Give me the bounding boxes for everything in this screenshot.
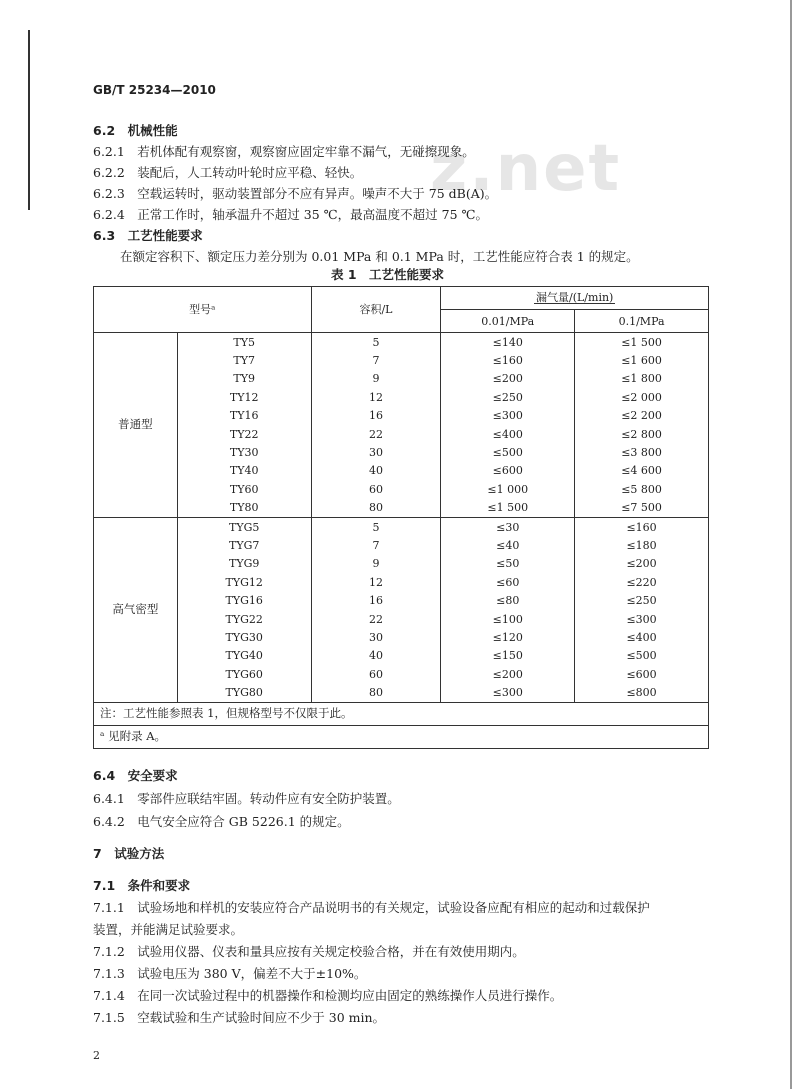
- cell-leak-low: ≤400: [441, 425, 575, 443]
- table-note: 注：工艺性能参照表 1，但规格型号不仅限于此。: [94, 702, 709, 725]
- clause-7-1-1-line2: 装置，并能满足试验要求。: [93, 922, 244, 937]
- cell-leak-low: ≤200: [441, 665, 575, 683]
- table-row: [94, 665, 709, 683]
- table-row: [94, 536, 709, 554]
- cell-leak-high: ≤1 600: [575, 351, 709, 369]
- table-row: [94, 462, 709, 480]
- watermark: z.net: [430, 132, 622, 206]
- cell-volume: 5: [311, 333, 441, 352]
- table-row: [94, 555, 709, 573]
- cell-model: TYG9: [177, 555, 311, 573]
- cell-model: TYG16: [177, 591, 311, 609]
- cell-volume: 9: [311, 555, 441, 573]
- table-row: [94, 683, 709, 702]
- cell-leak-low: ≤60: [441, 573, 575, 591]
- cell-leak-high: ≤600: [575, 665, 709, 683]
- cell-volume: 12: [311, 573, 441, 591]
- header-model: 型号ᵃ: [94, 287, 312, 333]
- cell-leak-high: ≤3 800: [575, 443, 709, 461]
- cell-leak-low: ≤30: [441, 517, 575, 536]
- cell-volume: 7: [311, 536, 441, 554]
- cell-leak-low: ≤150: [441, 647, 575, 665]
- table-row: [94, 573, 709, 591]
- cell-volume: 22: [311, 610, 441, 628]
- clause-7-1-5: 7.1.5 空载试验和生产试验时间应不少于 30 min。: [93, 1010, 386, 1025]
- cell-volume: 80: [311, 499, 441, 518]
- cell-model: TYG80: [177, 683, 311, 702]
- table-row: [94, 351, 709, 369]
- cell-leak-high: ≤2 800: [575, 425, 709, 443]
- clause-6-2-1: 6.2.1 若机体配有观察窗，观察窗应固定牢靠不漏气，无碰擦现象。: [93, 144, 475, 159]
- clause-7-1-2: 7.1.2 试验用仪器、仪表和量具应按有关规定校验合格，并在有效使用期内。: [93, 944, 525, 959]
- cell-leak-low: ≤50: [441, 555, 575, 573]
- clause-7-1-1-line1: 7.1.1 试验场地和样机的安装应符合产品说明书的有关规定，试验设备应配有相应的起动和过载保护: [93, 900, 650, 915]
- cell-leak-low: ≤100: [441, 610, 575, 628]
- cell-leak-high: ≤2 000: [575, 388, 709, 406]
- cell-leak-low: ≤1 000: [441, 480, 575, 498]
- cell-model: TY80: [177, 499, 311, 518]
- cell-model: TY60: [177, 480, 311, 498]
- group-name: 高气密型: [94, 517, 178, 702]
- header-pressure-1: 0.01/MPa: [441, 310, 575, 333]
- cell-leak-high: ≤2 200: [575, 407, 709, 425]
- cell-model: TYG22: [177, 610, 311, 628]
- clause-7-1-4: 7.1.4 在同一次试验过程中的机器操作和检测均应由固定的熟练操作人员进行操作。: [93, 988, 563, 1003]
- cell-leak-low: ≤250: [441, 388, 575, 406]
- cell-leak-low: ≤1 500: [441, 499, 575, 518]
- scan-edge-line: [28, 30, 30, 210]
- table-row: [94, 517, 709, 536]
- clause-6-4-2: 6.4.2 电气安全应符合 GB 5226.1 的规定。: [93, 814, 350, 829]
- cell-volume: 80: [311, 683, 441, 702]
- table-row: [94, 388, 709, 406]
- section-6-3-text: 在额定容积下、额定压力差分别为 0.01 MPa 和 0.1 MPa 时，工艺性能应符合表 1 的规定。: [120, 249, 639, 264]
- cell-volume: 22: [311, 425, 441, 443]
- cell-volume: 5: [311, 517, 441, 536]
- cell-leak-high: ≤400: [575, 628, 709, 646]
- section-6-3-title: 6.3 工艺性能要求: [93, 228, 203, 243]
- table-footnote: ᵃ 见附录 A。: [94, 725, 709, 748]
- cell-volume: 30: [311, 443, 441, 461]
- section-7-1-title: 7.1 条件和要求: [93, 878, 191, 893]
- cell-model: TY5: [177, 333, 311, 352]
- table-row: [94, 425, 709, 443]
- cell-leak-high: ≤5 800: [575, 480, 709, 498]
- clause-6-4-1: 6.4.1 零部件应联结牢固。转动件应有安全防护装置。: [93, 791, 400, 806]
- cell-volume: 9: [311, 370, 441, 388]
- cell-leak-high: ≤180: [575, 536, 709, 554]
- scan-edge-line-right: [790, 0, 792, 1089]
- group-ordinary: [94, 333, 709, 518]
- cell-leak-low: ≤40: [441, 536, 575, 554]
- clause-6-2-4: 6.2.4 正常工作时，轴承温升不超过 35 ℃，最高温度不超过 75 ℃。: [93, 207, 488, 222]
- table-row: [94, 480, 709, 498]
- performance-table: [93, 286, 709, 749]
- cell-leak-high: ≤7 500: [575, 499, 709, 518]
- table-row: [94, 443, 709, 461]
- cell-volume: 16: [311, 591, 441, 609]
- clause-6-2-2: 6.2.2 装配后，人工转动叶轮时应平稳、轻快。: [93, 165, 363, 180]
- cell-model: TYG30: [177, 628, 311, 646]
- cell-model: TYG7: [177, 536, 311, 554]
- cell-leak-high: ≤160: [575, 517, 709, 536]
- header-volume: 容积/L: [311, 287, 441, 333]
- cell-leak-low: ≤160: [441, 351, 575, 369]
- cell-volume: 16: [311, 407, 441, 425]
- cell-model: TY40: [177, 462, 311, 480]
- table-row: [94, 591, 709, 609]
- section-6-2-title: 6.2 机械性能: [93, 123, 178, 138]
- page-number: 2: [93, 1049, 100, 1062]
- cell-leak-high: ≤800: [575, 683, 709, 702]
- cell-leak-high: ≤200: [575, 555, 709, 573]
- cell-leak-low: ≤200: [441, 370, 575, 388]
- table-caption: 表 1 工艺性能要求: [331, 267, 445, 282]
- cell-leak-low: ≤300: [441, 407, 575, 425]
- cell-model: TYG40: [177, 647, 311, 665]
- cell-leak-low: ≤600: [441, 462, 575, 480]
- cell-model: TYG12: [177, 573, 311, 591]
- cell-leak-high: ≤250: [575, 591, 709, 609]
- clause-7-1-3: 7.1.3 试验电压为 380 V，偏差不大于±10%。: [93, 966, 367, 981]
- table-row: [94, 407, 709, 425]
- cell-volume: 60: [311, 665, 441, 683]
- cell-leak-low: ≤120: [441, 628, 575, 646]
- cell-model: TY22: [177, 425, 311, 443]
- cell-model: TYG5: [177, 517, 311, 536]
- cell-volume: 40: [311, 462, 441, 480]
- cell-leak-high: ≤220: [575, 573, 709, 591]
- cell-leak-high: ≤500: [575, 647, 709, 665]
- header-leakage-label: 漏气量/(L/min): [536, 291, 614, 304]
- group-high-seal: [94, 517, 709, 702]
- table-row: [94, 647, 709, 665]
- cell-model: TY16: [177, 407, 311, 425]
- table-row: [94, 499, 709, 518]
- cell-leak-low: ≤300: [441, 683, 575, 702]
- section-7-title: 7 试验方法: [93, 846, 165, 861]
- table-row: [94, 610, 709, 628]
- cell-leak-high: ≤1 500: [575, 333, 709, 352]
- cell-volume: 7: [311, 351, 441, 369]
- cell-leak-low: ≤140: [441, 333, 575, 352]
- cell-volume: 12: [311, 388, 441, 406]
- cell-model: TY7: [177, 351, 311, 369]
- header-leakage: [441, 287, 709, 310]
- group-name: 普通型: [94, 333, 178, 518]
- section-6-4-title: 6.4 安全要求: [93, 768, 178, 783]
- cell-volume: 40: [311, 647, 441, 665]
- cell-leak-low: ≤80: [441, 591, 575, 609]
- cell-leak-high: ≤1 800: [575, 370, 709, 388]
- cell-volume: 30: [311, 628, 441, 646]
- cell-leak-high: ≤300: [575, 610, 709, 628]
- cell-leak-low: ≤500: [441, 443, 575, 461]
- clause-6-2-3: 6.2.3 空载运转时，驱动装置部分不应有异声。噪声不大于 75 dB(A)。: [93, 186, 498, 201]
- cell-volume: 60: [311, 480, 441, 498]
- cell-model: TY12: [177, 388, 311, 406]
- cell-model: TY30: [177, 443, 311, 461]
- table-row: [94, 628, 709, 646]
- header-pressure-2: 0.1/MPa: [575, 310, 709, 333]
- standard-number: GB/T 25234—2010: [93, 83, 216, 97]
- table-row: [94, 370, 709, 388]
- cell-model: TY9: [177, 370, 311, 388]
- cell-leak-high: ≤4 600: [575, 462, 709, 480]
- table-row: [94, 333, 709, 352]
- cell-model: TYG60: [177, 665, 311, 683]
